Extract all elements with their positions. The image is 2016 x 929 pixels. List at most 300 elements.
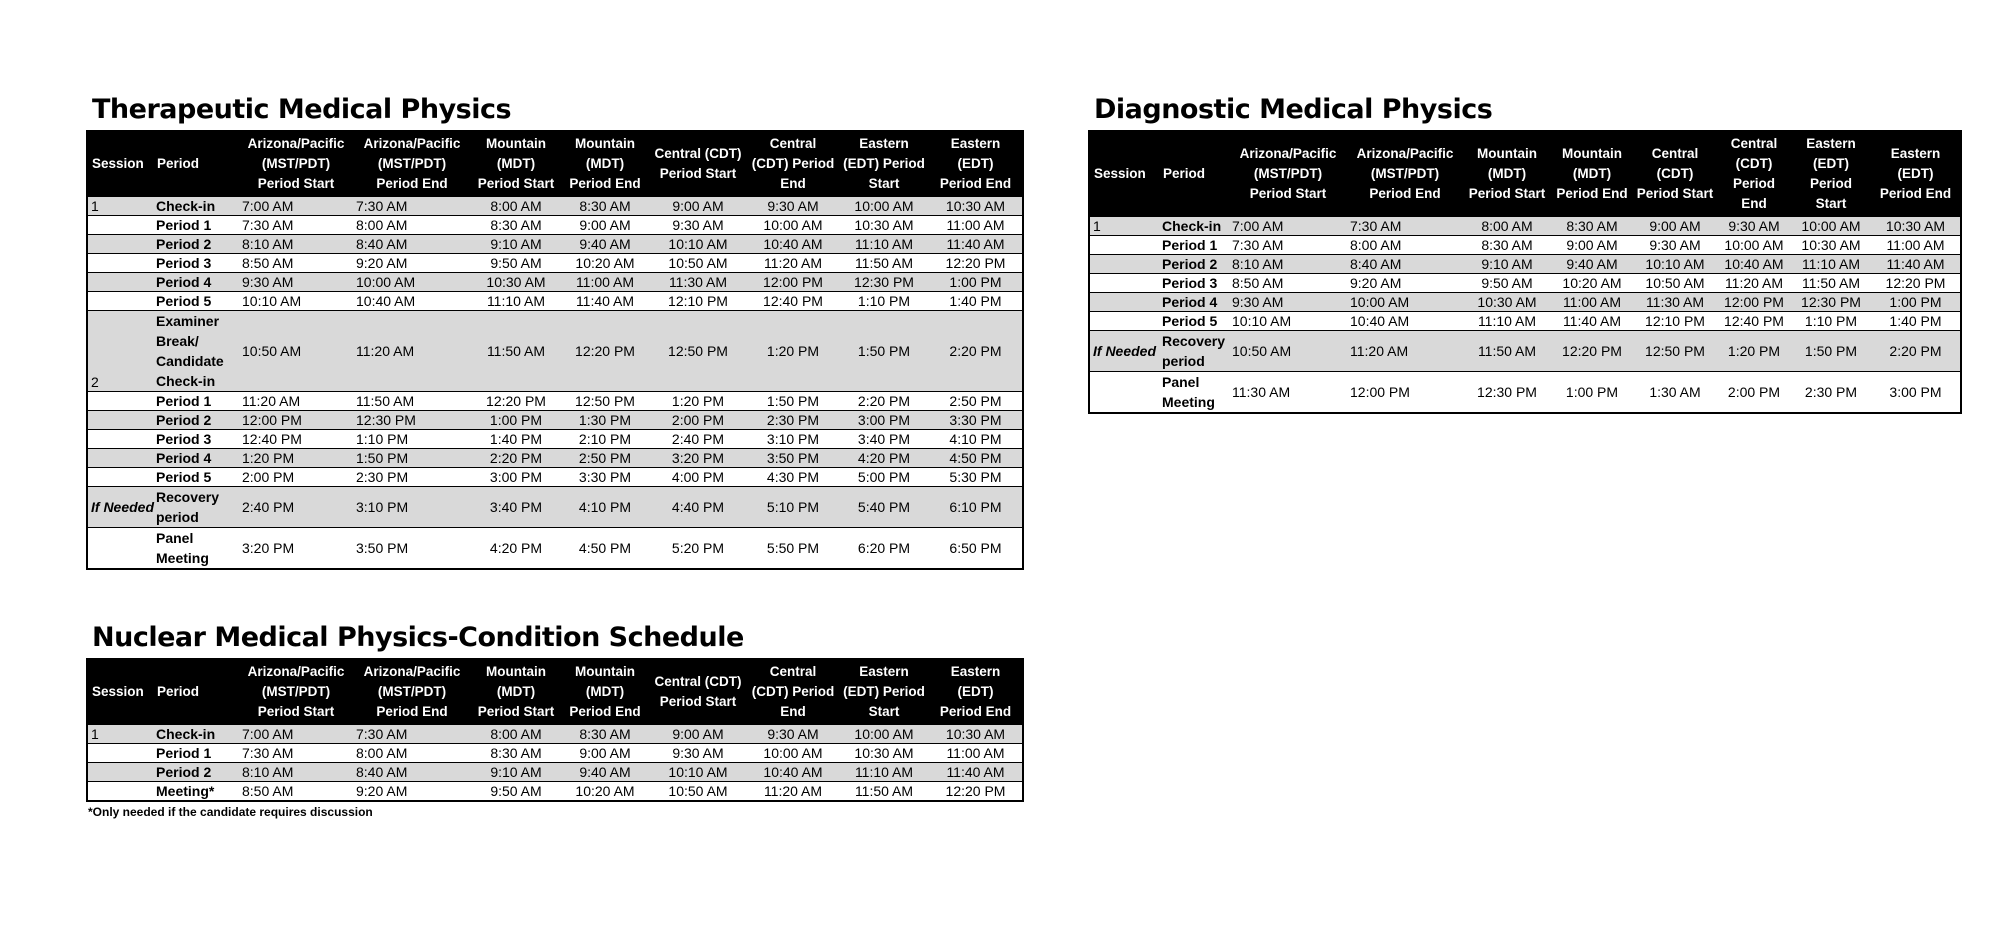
time-cell: 3:10 PM [747,430,839,449]
time-cell: 1:50 PM [353,449,471,468]
time-cell: 9:10 AM [1463,255,1551,274]
time-cell: 7:30 AM [1347,217,1463,236]
column-header: Eastern (EDT) Period Start [839,131,929,197]
time-cell: 9:40 AM [561,235,649,254]
time-cell: 10:10 AM [239,292,353,311]
time-cell: 3:30 PM [561,468,649,487]
time-cell: 9:10 AM [471,763,561,782]
time-cell: 3:00 PM [471,468,561,487]
period-cell: Period 4 [153,273,239,292]
time-cell: 8:30 AM [471,744,561,763]
time-cell: 4:30 PM [747,468,839,487]
therapeutic-title: Therapeutic Medical Physics [92,94,512,125]
session-cell [87,744,153,763]
column-header: Central (CDT) Period End [747,659,839,725]
time-cell: 11:10 AM [839,235,929,254]
time-cell: 11:20 AM [1347,331,1463,372]
time-cell: 10:20 AM [561,254,649,273]
time-cell: 9:30 AM [1229,293,1347,312]
session-cell [1089,293,1159,312]
time-cell: 4:20 PM [471,528,561,570]
time-cell: 12:40 PM [1717,312,1791,331]
column-header: Mountain (MDT) Period End [561,659,649,725]
time-cell: 10:00 AM [353,273,471,292]
time-cell: 12:00 PM [747,273,839,292]
time-cell: 1:50 PM [1791,331,1871,372]
time-cell: 10:50 AM [649,254,747,273]
time-cell: 5:40 PM [839,487,929,528]
time-cell: 2:50 PM [929,392,1023,411]
time-cell: 2:30 PM [747,411,839,430]
column-header: Central (CDT) Period Start [1633,131,1717,217]
time-cell: 3:40 PM [471,487,561,528]
time-cell: 1:20 PM [1717,331,1791,372]
time-cell: 10:20 AM [561,782,649,802]
time-cell: 1:00 PM [1551,372,1633,414]
table-row [87,487,1023,528]
time-cell: 8:40 AM [1347,255,1463,274]
time-cell: 1:50 PM [839,311,929,392]
nuclear-footnote: *Only needed if the candidate requires discussion [88,805,373,819]
time-cell: 8:40 AM [353,763,471,782]
column-header: Mountain (MDT) Period Start [471,659,561,725]
column-header: Arizona/Pacific (MST/PDT) Period Start [239,131,353,197]
time-cell: 8:00 AM [471,197,561,216]
column-header: Period [153,131,239,197]
period-cell: Meeting* [153,782,239,802]
time-cell: 1:50 PM [747,392,839,411]
time-cell: 2:40 PM [239,487,353,528]
period-cell: Period 1 [1159,236,1229,255]
time-cell: 9:20 AM [353,254,471,273]
time-cell: 12:50 PM [649,311,747,392]
time-cell: 10:40 AM [1717,255,1791,274]
time-cell: 9:30 AM [1717,217,1791,236]
time-cell: 8:30 AM [1463,236,1551,255]
time-cell: 12:20 PM [561,311,649,392]
time-cell: 2:20 PM [929,311,1023,392]
nuclear-header-row [87,659,1023,725]
time-cell: 11:50 AM [1791,274,1871,293]
time-cell: 11:10 AM [1791,255,1871,274]
time-cell: 12:10 PM [649,292,747,311]
period-cell: Period 2 [1159,255,1229,274]
time-cell: 1:20 PM [747,311,839,392]
time-cell: 10:30 AM [1791,236,1871,255]
time-cell: 9:50 AM [471,254,561,273]
time-cell: 3:00 PM [839,411,929,430]
diagnostic-body [1089,217,1961,414]
time-cell: 9:50 AM [1463,274,1551,293]
table-row [87,468,1023,487]
period-cell: Panel Meeting [1159,372,1229,414]
time-cell: 1:10 PM [353,430,471,449]
time-cell: 5:00 PM [839,468,929,487]
time-cell: 1:30 PM [561,411,649,430]
time-cell: 9:30 AM [1633,236,1717,255]
time-cell: 8:40 AM [353,235,471,254]
period-cell: Period 1 [153,744,239,763]
session-cell [87,254,153,273]
column-header: Eastern (EDT) Period End [929,131,1023,197]
time-cell: 2:50 PM [561,449,649,468]
time-cell: 8:10 AM [239,763,353,782]
table-row [1089,331,1961,372]
time-cell: 7:30 AM [239,744,353,763]
time-cell: 7:00 AM [1229,217,1347,236]
column-header: Central (CDT) Period Start [649,659,747,725]
time-cell: 10:00 AM [1791,217,1871,236]
time-cell: 10:00 AM [839,197,929,216]
time-cell: 12:00 PM [1347,372,1463,414]
session-cell [87,411,153,430]
time-cell: 4:00 PM [649,468,747,487]
time-cell: 9:30 AM [747,725,839,744]
session-cell: 1 [87,197,153,216]
time-cell: 1:40 PM [471,430,561,449]
column-header: Mountain (MDT) Period End [1551,131,1633,217]
time-cell: 1:40 PM [1871,312,1961,331]
time-cell: 8:30 AM [561,725,649,744]
time-cell: 8:00 AM [353,744,471,763]
time-cell: 11:20 AM [353,311,471,392]
time-cell: 7:00 AM [239,197,353,216]
table-row [87,430,1023,449]
session-cell [87,468,153,487]
time-cell: 11:20 AM [1717,274,1791,293]
time-cell: 3:40 PM [839,430,929,449]
therapeutic-table [86,130,1024,570]
time-cell: 6:20 PM [839,528,929,570]
time-cell: 10:30 AM [929,725,1023,744]
time-cell: 10:30 AM [839,216,929,235]
time-cell: 11:00 AM [561,273,649,292]
table-row [87,197,1023,216]
time-cell: 4:10 PM [561,487,649,528]
time-cell: 1:40 PM [929,292,1023,311]
time-cell: 12:20 PM [929,782,1023,802]
time-cell: 9:50 AM [471,782,561,802]
table-row [87,273,1023,292]
time-cell: 4:20 PM [839,449,929,468]
time-cell: 10:00 AM [1347,293,1463,312]
time-cell: 10:50 AM [649,782,747,802]
time-cell: 7:00 AM [239,725,353,744]
time-cell: 12:30 PM [353,411,471,430]
time-cell: 1:20 PM [239,449,353,468]
time-cell: 2:00 PM [1717,372,1791,414]
time-cell: 2:20 PM [839,392,929,411]
time-cell: 5:50 PM [747,528,839,570]
column-header: Arizona/Pacific (MST/PDT) Period Start [1229,131,1347,217]
time-cell: 11:50 AM [839,254,929,273]
session-cell [1089,372,1159,414]
time-cell: 12:30 PM [839,273,929,292]
time-cell: 11:00 AM [929,744,1023,763]
time-cell: 10:40 AM [353,292,471,311]
time-cell: 12:40 PM [239,430,353,449]
time-cell: 1:10 PM [1791,312,1871,331]
period-cell: Period 2 [153,235,239,254]
period-cell: Check-in [153,197,239,216]
time-cell: 1:00 PM [929,273,1023,292]
time-cell: 3:50 PM [747,449,839,468]
period-cell: Period 3 [153,254,239,273]
time-cell: 12:20 PM [929,254,1023,273]
time-cell: 2:10 PM [561,430,649,449]
session-cell: 2 [87,311,153,392]
time-cell: 12:50 PM [1633,331,1717,372]
time-cell: 11:50 AM [839,782,929,802]
time-cell: 3:20 PM [649,449,747,468]
time-cell: 3:30 PM [929,411,1023,430]
session-cell: If Needed [87,487,153,528]
nuclear-section [86,622,1024,819]
time-cell: 9:20 AM [353,782,471,802]
time-cell: 5:30 PM [929,468,1023,487]
nuclear-table [86,658,1024,802]
time-cell: 2:20 PM [1871,331,1961,372]
time-cell: 3:20 PM [239,528,353,570]
table-row [1089,255,1961,274]
table-row [87,782,1023,802]
time-cell: 4:50 PM [929,449,1023,468]
column-header: Period [1159,131,1229,217]
time-cell: 11:30 AM [649,273,747,292]
session-cell [1089,255,1159,274]
time-cell: 10:30 AM [471,273,561,292]
column-header: Central (CDT) Period End [1717,131,1791,217]
period-cell: Check-in [1159,217,1229,236]
column-header: Mountain (MDT) Period Start [1463,131,1551,217]
time-cell: 12:50 PM [561,392,649,411]
session-cell: 1 [87,725,153,744]
diagnostic-table [1088,130,1962,414]
time-cell: 11:20 AM [747,254,839,273]
time-cell: 10:20 AM [1551,274,1633,293]
column-header: Central (CDT) Period Start [649,131,747,197]
session-cell [87,449,153,468]
time-cell: 7:30 AM [353,725,471,744]
period-cell: Panel Meeting [153,528,239,570]
time-cell: 8:00 AM [1463,217,1551,236]
session-cell [87,528,153,570]
time-cell: 10:30 AM [929,197,1023,216]
therapeutic-body [87,197,1023,570]
time-cell: 10:00 AM [747,216,839,235]
period-cell: Period 1 [153,392,239,411]
time-cell: 8:00 AM [1347,236,1463,255]
time-cell: 10:50 AM [1229,331,1347,372]
diagnostic-header-row [1089,131,1961,217]
column-header: Session [87,131,153,197]
time-cell: 4:50 PM [561,528,649,570]
time-cell: 12:00 PM [1717,293,1791,312]
session-cell [1089,236,1159,255]
column-header: Arizona/Pacific (MST/PDT) Period End [353,659,471,725]
diagnostic-title: Diagnostic Medical Physics [1094,94,1493,125]
table-row [87,528,1023,570]
period-cell: Period 5 [153,292,239,311]
period-cell: Period 2 [153,763,239,782]
time-cell: 8:30 AM [561,197,649,216]
time-cell: 10:10 AM [649,763,747,782]
session-cell [87,273,153,292]
time-cell: 1:20 PM [649,392,747,411]
time-cell: 7:30 AM [239,216,353,235]
time-cell: 1:30 AM [1633,372,1717,414]
period-cell: Period 5 [153,468,239,487]
period-cell: Period 5 [1159,312,1229,331]
time-cell: 2:20 PM [471,449,561,468]
time-cell: 2:30 PM [353,468,471,487]
table-row [87,311,1023,392]
period-cell: Period 2 [153,411,239,430]
table-row [87,254,1023,273]
time-cell: 4:40 PM [649,487,747,528]
time-cell: 11:10 AM [839,763,929,782]
time-cell: 6:50 PM [929,528,1023,570]
period-cell: Period 3 [153,430,239,449]
time-cell: 9:00 AM [649,725,747,744]
column-header: Eastern (EDT) Period Start [1791,131,1871,217]
time-cell: 12:20 PM [1871,274,1961,293]
table-row [87,216,1023,235]
time-cell: 8:10 AM [239,235,353,254]
time-cell: 10:00 AM [747,744,839,763]
time-cell: 10:30 AM [839,744,929,763]
time-cell: 1:00 PM [471,411,561,430]
time-cell: 11:20 AM [747,782,839,802]
table-row [87,725,1023,744]
time-cell: 8:50 AM [239,782,353,802]
time-cell: 5:20 PM [649,528,747,570]
table-row [87,392,1023,411]
period-cell: Period 1 [153,216,239,235]
time-cell: 10:50 AM [1633,274,1717,293]
session-cell [87,216,153,235]
session-cell: 1 [1089,217,1159,236]
time-cell: 1:00 PM [1871,293,1961,312]
time-cell: 9:40 AM [561,763,649,782]
time-cell: 2:30 PM [1791,372,1871,414]
table-row [1089,372,1961,414]
column-header: Eastern (EDT) Period End [1871,131,1961,217]
time-cell: 2:00 PM [239,468,353,487]
therapeutic-header-row [87,131,1023,197]
time-cell: 5:10 PM [747,487,839,528]
time-cell: 9:00 AM [561,216,649,235]
table-row [87,292,1023,311]
table-row [1089,236,1961,255]
time-cell: 8:00 AM [353,216,471,235]
time-cell: 9:30 AM [239,273,353,292]
session-cell [87,235,153,254]
time-cell: 2:40 PM [649,430,747,449]
table-row [87,449,1023,468]
period-cell: Period 4 [1159,293,1229,312]
time-cell: 11:00 AM [929,216,1023,235]
time-cell: 9:30 AM [747,197,839,216]
table-row [87,744,1023,763]
table-row [87,763,1023,782]
column-header: Eastern (EDT) Period Start [839,659,929,725]
time-cell: 11:50 AM [471,311,561,392]
column-header: Eastern (EDT) Period End [929,659,1023,725]
column-header: Session [1089,131,1159,217]
time-cell: 11:40 AM [561,292,649,311]
table-row [1089,274,1961,293]
time-cell: 12:00 PM [239,411,353,430]
column-header: Arizona/Pacific (MST/PDT) Period Start [239,659,353,725]
time-cell: 6:10 PM [929,487,1023,528]
time-cell: 10:10 AM [1633,255,1717,274]
time-cell: 8:30 AM [1551,217,1633,236]
time-cell: 12:10 PM [1633,312,1717,331]
column-header: Arizona/Pacific (MST/PDT) Period End [1347,131,1463,217]
time-cell: 9:00 AM [649,197,747,216]
time-cell: 8:50 AM [1229,274,1347,293]
time-cell: 7:30 AM [353,197,471,216]
time-cell: 1:10 PM [839,292,929,311]
nuclear-body [87,725,1023,802]
period-cell: Examiner Break/ Candidate Check-in [153,311,239,392]
column-header: Period [153,659,239,725]
time-cell: 3:00 PM [1871,372,1961,414]
time-cell: 3:50 PM [353,528,471,570]
diagnostic-section [1088,94,1962,414]
time-cell: 9:30 AM [649,216,747,235]
time-cell: 12:20 PM [471,392,561,411]
period-cell: Recovery period [1159,331,1229,372]
time-cell: 12:20 PM [1551,331,1633,372]
session-cell [87,292,153,311]
time-cell: 2:00 PM [649,411,747,430]
time-cell: 10:40 AM [747,763,839,782]
time-cell: 11:30 AM [1229,372,1347,414]
time-cell: 12:30 PM [1463,372,1551,414]
session-cell [1089,312,1159,331]
session-cell [87,430,153,449]
time-cell: 8:30 AM [471,216,561,235]
time-cell: 11:50 AM [353,392,471,411]
time-cell: 10:00 AM [839,725,929,744]
column-header: Session [87,659,153,725]
time-cell: 11:10 AM [471,292,561,311]
table-row [1089,293,1961,312]
time-cell: 10:30 AM [1463,293,1551,312]
period-cell: Period 3 [1159,274,1229,293]
nuclear-title: Nuclear Medical Physics-Condition Schedule [92,622,744,653]
time-cell: 10:10 AM [1229,312,1347,331]
time-cell: 9:20 AM [1347,274,1463,293]
column-header: Mountain (MDT) Period End [561,131,649,197]
column-header: Mountain (MDT) Period Start [471,131,561,197]
time-cell: 11:40 AM [929,763,1023,782]
therapeutic-section [86,94,1024,570]
time-cell: 11:10 AM [1463,312,1551,331]
time-cell: 11:40 AM [1871,255,1961,274]
time-cell: 10:00 AM [1717,236,1791,255]
time-cell: 10:30 AM [1871,217,1961,236]
time-cell: 11:20 AM [239,392,353,411]
time-cell: 11:30 AM [1633,293,1717,312]
column-header: Central (CDT) Period End [747,131,839,197]
time-cell: 7:30 AM [1229,236,1347,255]
table-row [87,235,1023,254]
period-cell: Check-in [153,725,239,744]
session-cell [87,763,153,782]
